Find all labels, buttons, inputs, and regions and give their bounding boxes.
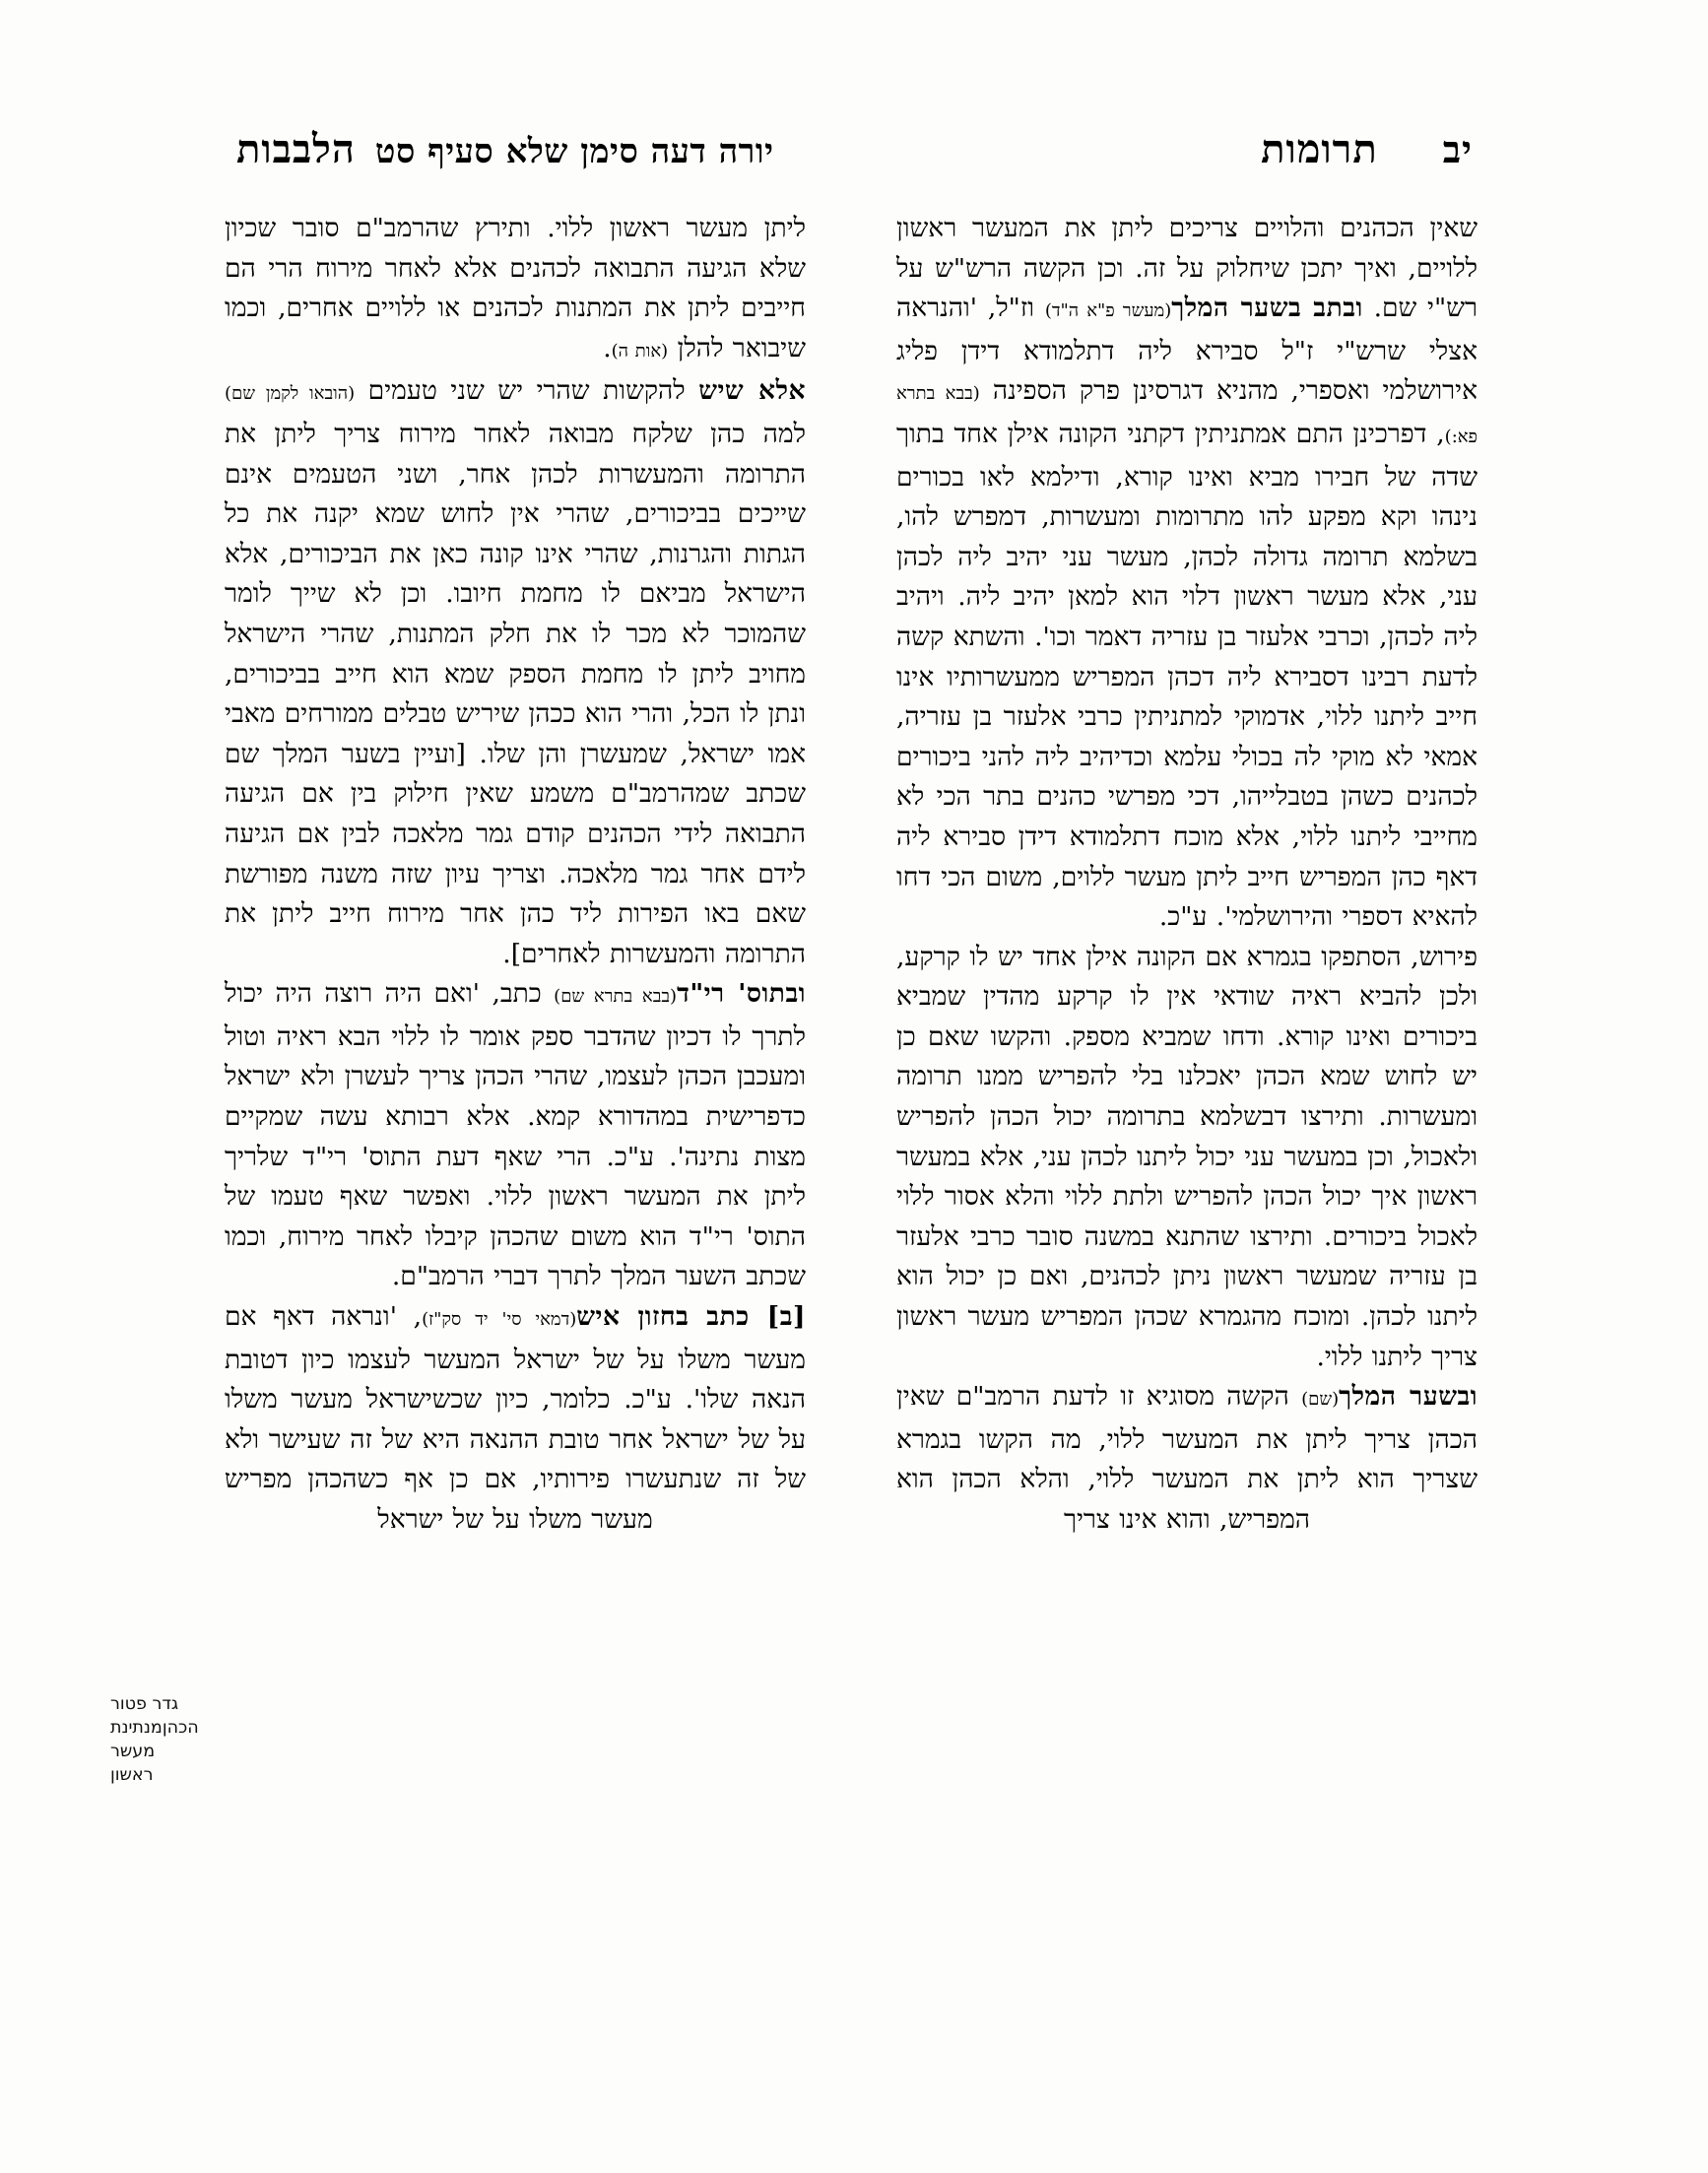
paragraph-lead-word: כתב בחזון איש	[576, 1301, 767, 1333]
page-header	[236, 126, 1473, 197]
paragraph-lead-word: אלא שיש	[698, 375, 806, 407]
paragraph	[225, 974, 806, 1297]
paragraph-lead-word: ובתוס' רי"ד	[677, 978, 806, 1010]
body-text: להקשות שהרי יש שני טעמים	[355, 375, 699, 407]
paragraph	[896, 1377, 1478, 1540]
source-citation: (מעשר פ"א ה"ד)	[1044, 300, 1172, 322]
paragraph	[896, 938, 1478, 1378]
body-text: וז"ל, 'והנראה אצלי שרש"י ז"ל סבירא ליה דתלמודא דידן פליג אירושלמי ואספרי, מהניא דגרסינן פרק הספינה	[896, 293, 1478, 407]
margin-note-line: ראשון	[110, 1765, 154, 1785]
body-text: הקשה מסוגיא זו לדעת הרמב"ם שאין הכהן צריך ליתן את המעשר ללוי, מה הקשו בגמרא שצריך הוא ליתן את המעשר ללוי, והלא הכהן הוא המפריש, והוא אינו צריך	[896, 1381, 1478, 1535]
paragraph-lead-word: ובתב בשער המלך	[1171, 293, 1363, 324]
running-head-source: יורה דעה סימן שלא סעיף סט	[374, 132, 774, 171]
column-right	[896, 209, 1478, 2080]
paragraph	[225, 1297, 806, 1541]
source-citation: (אות ה)	[611, 340, 669, 362]
page-number: יב	[1442, 127, 1473, 171]
body-text: כתב, 'ואם היה רוצה היה יכול לתרך לו דכיון שהדבר ספק אומר לו ללוי הבא ראיה וטול ומעכבן הכהן לעצמו, שהרי הכהן צריך לעשרן ולא ישראל כדפרישית במהדורא קמא. אלא רבותא עשה שמקיים מצות נתינה'. ע"כ. הרי שאף דעת התוס' רי"ד שלריך ליתן את המעשר ראשון ללוי. ואפשר שאף טעמו של התוס' רי"ד הוא משום שהכהן קיבלו לאחר מירוח, וכמו שכתב השער המלך לתרך דברי הרמב"ם.	[225, 978, 806, 1292]
body-text: , דפרכינן התם אמתניתין דקתני הקונה אילן אחד בתוך שדה של חבירו מביא ואינו קורא, ודילמא לאו בכורים נינהו וקא מפקע להו מתרומות ומעשרות, דמפרש להו, בשלמא תרומה גדולה לכהן, מעשר עני יהיב ליה לכהן עני, אלא מעשר ראשון דלוי הוא למאן יהיב ליה. ויהיב ליה לכהן, וכרבי אלעזר בן עזריה דאמר וכו'. והשתא קשה לדעת רבינו דסבירא ליה דכהן המפריש ממעשרותיו אינו חייב ליתנו ללוי, אדמוקי למתניתין כרבי אלעזר בן עזריה, אמאי לא מוקי לה בכולי עלמא וכדיהיב ליה להני ביכורים לכהנים כשהן בטבלייהו, דכי מפרשי כהנים בתר הכי לא מחייבי ליתנו ללוי, אלא מוכח דתלמודא דידן סבירא ליה דאף כהן המפריש חייב ליתן מעשר ללוים, משום הכי דחו להאיא דספרי והירושלמי'. ע"כ.	[896, 418, 1478, 933]
margin-note-line: מעשר	[110, 1742, 156, 1761]
source-citation: (שם)	[1301, 1389, 1340, 1411]
header-center-group	[365, 126, 1417, 172]
paragraph	[225, 209, 806, 371]
source-citation: (בבא בתרא שם)	[554, 986, 678, 1008]
source-citation: (דמאי סי' יד סק"ז)	[422, 1309, 577, 1331]
body-text: פירוש, הסתפקו בגמרא אם הקונה אילן אחד יש לו קרקע, ולכן להביא ראיה שודאי אין לו קרקע מהדין שמביא ביכורים ואינו קורא. ודחו שמביא מספק. והקשו שאם כן יש לחוש שמא הכהן יאכלנו בלי להפריש ממנו תרומה ומעשרות. ותירצו דבשלמא בתרומה יכול הכהן להפריש ולאכול, וכן במעשר עני יכול ליתנו לכהן עני, אלא במעשר ראשון איך יכול הכהן להפריש ולתת ללוי והלא אסור ללוי לאכול ביכורים. ותירצו שהתנא במשנה סובר כרבי אלעזר בן עזריה שמעשר ראשון ניתן לכהנים, ואם כן יכול הוא ליתנו לכהן. ומוכח מהגמרא שכהן המפריש מעשר ראשון צריך ליתנו ללוי.	[896, 941, 1478, 1372]
section-title: הלבבות	[236, 126, 356, 172]
body-text: ליתן מעשר ראשון ללוי. ותירץ שהרמב"ם סובר שכיון שלא הגיעה התבואה לכהנים אלא לאחר מירוח הרי הם חייבים ליתן את המתנות לכהנים או ללויים אחרים, וכמו שיבואר להלן	[225, 213, 806, 363]
source-citation: (בבא בתרא פא:)	[896, 383, 1478, 447]
body-text: , 'ונראה דאף אם מעשר משלו על של ישראל המעשר לעצמו כיון דטובת הנאה שלו'. ע"כ. כלומר, כיון שכשישראל מעשר משלו על של ישראל אחר טובת ההנאה היא של זה שעישר ולא של זה שנתעשרו פירותיו, אם כן אף כשהכהן מפריש מעשר משלו על של ישראל	[225, 1301, 806, 1535]
margin-note	[110, 1692, 213, 1787]
body-text: התרומה והמעשרות לאחרים].	[502, 938, 806, 969]
paragraph-lead-word: ובשער המלך	[1339, 1381, 1478, 1413]
body-text: למה כהן שלקח מבואה לאחר מירוח צריך ליתן את התרומה והמעשרות לכהן אחר, ושני הטעמים אינם שייכים בביכורים, שהרי אין לחוש שמא יקנה את כל הגתות והגרנות, שהרי אינו קונה כאן את הביכורים, אלא הישראל מביאם לו מחמת חיובו. וכן לא שייך לומר שהמוכר לא מכר לו את חלק המתנות, שהרי הישראל מחויב ליתן לו מחמת הספק שמא הוא חייב בביכורים, ונתן לו הכל, והרי הוא ככהן שיריש טבלים ממורחים מאבי אמו ישראל, שמעשרן והן שלו. [ועיין בשער המלך שם שכתב שמהרמב"ם משמע שאין חילוק בין אם הגיעה התבואה לידי הכהנים קודם גמר מלאכה לבין אם הגיעה לידם אחר גמר מלאכה. וצריך עיון שזה משנה מפורשת שאם באו הפירות ליד כהן אחר מירוח חייב ליתן את	[225, 418, 806, 930]
margin-note-line: גדר פטור	[110, 1694, 179, 1714]
section-marker: [ב]	[766, 1301, 807, 1333]
paragraph	[225, 371, 806, 974]
paragraph	[896, 209, 1478, 938]
book-title: תרומות	[1261, 126, 1378, 172]
body-text: .	[603, 332, 612, 363]
margin-note-line: הכהןמנתינת	[110, 1718, 199, 1738]
source-citation: (הובאו לקמן שם)	[225, 383, 356, 405]
column-left	[225, 209, 806, 2080]
text-columns	[225, 209, 1478, 2080]
body-text: שאין הכהנים והלויים צריכים ליתן את המעשר ראשון ללויים, ואיך יתכן שיחלוק על זה. וכן הקשה הרש"ש על רש"י שם.	[896, 213, 1478, 324]
